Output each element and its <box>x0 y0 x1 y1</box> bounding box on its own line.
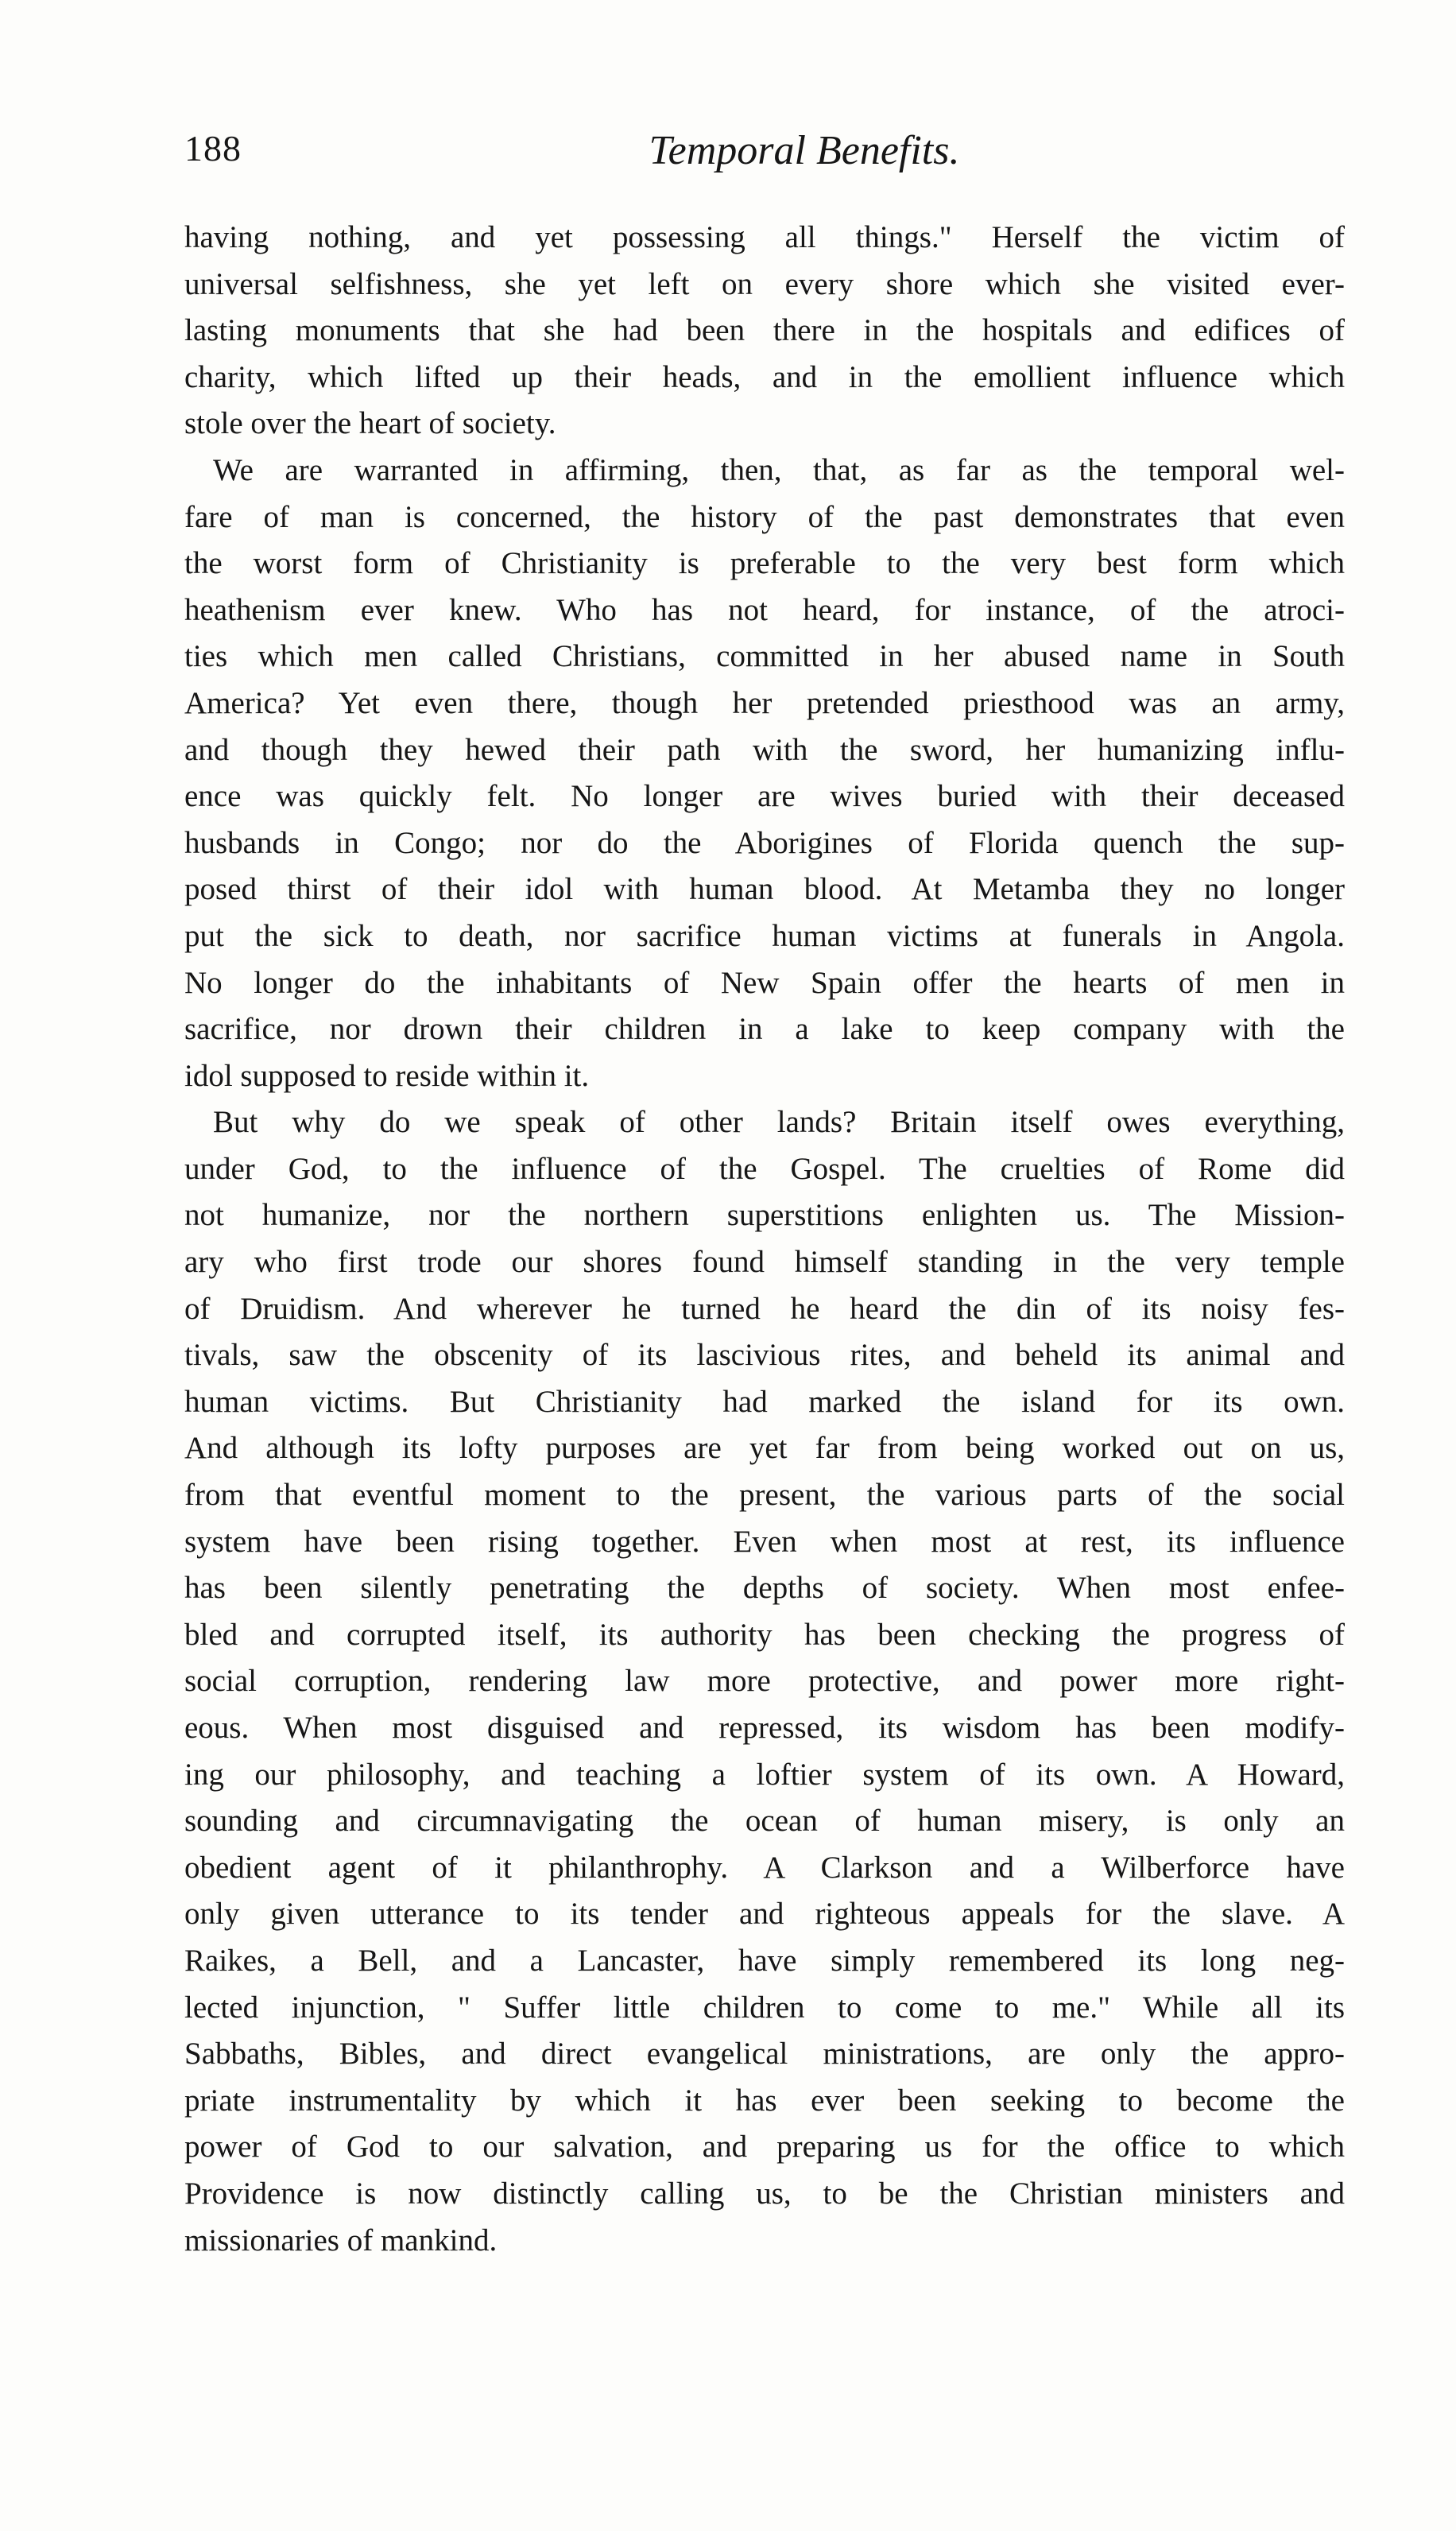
text-line: having nothing, and yet possessing all things." Herself the victim of <box>184 220 1345 254</box>
text-line: eous. When most disguised and repressed, its wisdom has been modify- <box>184 1711 1345 1745</box>
text-line: Raikes, a Bell, and a Lancaster, have simply remembered its long neg- <box>184 1943 1345 1978</box>
text-line: priate instrumentality by which it has ever been seeking to become the <box>184 2083 1345 2118</box>
text-line: We are warranted in affirming, then, that, as far as the temporal wel- <box>213 452 1345 487</box>
text-line: sacrifice, nor drown their children in a lake to keep company with the <box>184 1012 1345 1047</box>
body-text <box>184 215 1345 2264</box>
text-line: And although its lofty purposes are yet far from being worked out on us, <box>184 1431 1345 1466</box>
text-line: ary who first trode our shores found himself standing in the very temple <box>184 1245 1345 1280</box>
text-line: ties which men called Christians, committed in her abused name in South <box>184 639 1345 674</box>
text-line: the worst form of Christianity is preferable to the very best form which <box>184 546 1345 581</box>
text-line: only given utterance to its tender and righteous appeals for the slave. A <box>184 1897 1345 1932</box>
text-line: and though they hewed their path with the sword, her humanizing influ- <box>184 732 1345 767</box>
text-line: Sabbaths, Bibles, and direct evangelical ministrations, are only the appro- <box>184 2037 1345 2072</box>
text-line: under God, to the influence of the Gospel. The cruelties of Rome did <box>184 1151 1345 1186</box>
text-line: human victims. But Christianity had marked the island for its own. <box>184 1384 1345 1419</box>
text-line: lasting monuments that she had been there in the hospitals and edifices of <box>184 313 1345 348</box>
text-line: heathenism ever knew. Who has not heard, for instance, of the atroci- <box>184 592 1345 627</box>
text-line: ing our philosophy, and teaching a loftier system of its own. A Howard, <box>184 1757 1345 1792</box>
text-line: not humanize, nor the northern superstitions enlighten us. The Mission- <box>184 1198 1345 1233</box>
text-line: of Druidism. And wherever he turned he heard the din of its noisy fes- <box>184 1291 1345 1326</box>
text-line: husbands in Congo; nor do the Aborigines of Florida quench the sup- <box>184 825 1345 860</box>
text-line: has been silently penetrating the depths of society. When most enfee- <box>184 1571 1345 1606</box>
text-line: lected injunction, " Suffer little children to come to me." While all its <box>184 1990 1345 2025</box>
text-line: social corruption, rendering law more protective, and power more right- <box>184 1664 1345 1699</box>
text-line: obedient agent of it philanthrophy. A Clarkson and a Wilberforce have <box>184 1850 1345 1885</box>
page-header <box>184 127 1345 183</box>
text-line: system have been rising together. Even when most at rest, its influence <box>184 1524 1345 1559</box>
text-line: ence was quickly felt. No longer are wives buried with their deceased <box>184 779 1345 814</box>
text-line: sounding and circumnavigating the ocean of human misery, is only an <box>184 1804 1345 1839</box>
text-line: posed thirst of their idol with human blood. At Metamba they no longer <box>184 872 1345 907</box>
text-line: from that eventful moment to the present, the various parts of the social <box>184 1478 1345 1513</box>
text-line: But why do we speak of other lands? Britain itself owes everything, <box>213 1105 1345 1140</box>
text-line: power of God to our salvation, and preparing us for the office to which <box>184 2130 1345 2165</box>
text-line: No longer do the inhabitants of New Spain offer the hearts of men in <box>184 965 1345 1000</box>
running-head: Temporal Benefits. <box>649 128 960 173</box>
text-line: tivals, saw the obscenity of its lascivious rites, and beheld its animal and <box>184 1338 1345 1373</box>
text-line: universal selfishness, she yet left on every shore which she visited ever- <box>184 266 1345 301</box>
text-line: fare of man is concerned, the history of the past demonstrates that even <box>184 499 1345 534</box>
page-number: 188 <box>184 128 242 169</box>
text-line: bled and corrupted itself, its authority has been checking the progress of <box>184 1617 1345 1652</box>
text-line: idol supposed to reside within it. <box>184 1058 590 1093</box>
text-line: Providence is now distinctly calling us, to be the Christian ministers and <box>184 2176 1345 2211</box>
text-line: charity, which lifted up their heads, and in the emollient influence which <box>184 359 1345 394</box>
text-line: America? Yet even there, though her pretended priesthood was an army, <box>184 685 1345 720</box>
text-line: stole over the heart of society. <box>184 406 556 441</box>
text-line: put the sick to death, nor sacrifice human victims at funerals in Angola. <box>184 918 1345 953</box>
text-line: missionaries of mankind. <box>184 2223 498 2258</box>
